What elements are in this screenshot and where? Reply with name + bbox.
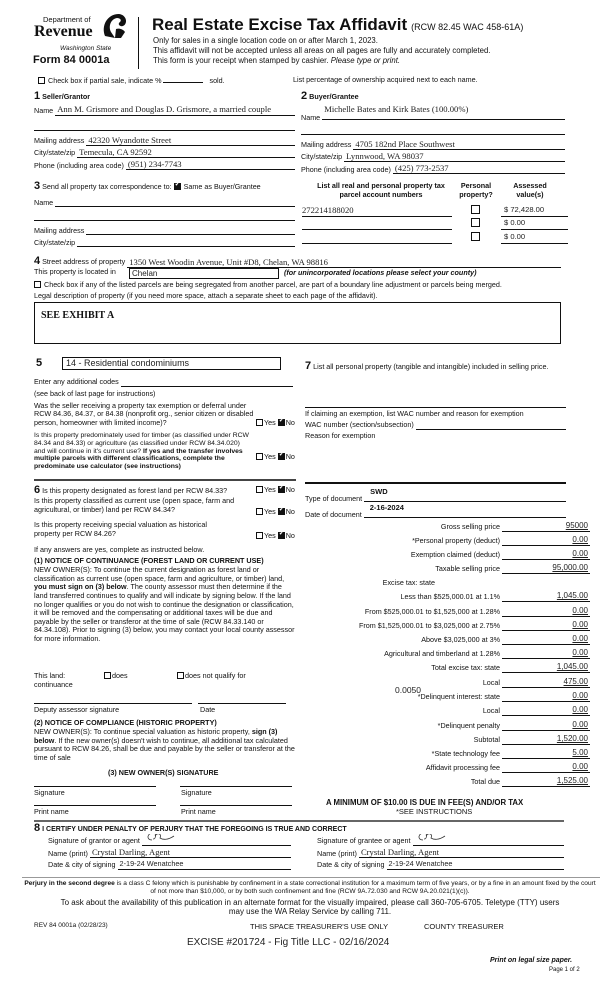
tax-row (300, 606, 596, 617)
parcel-assessed-field[interactable]: $ 0.00 (501, 232, 568, 244)
does-not-checkbox[interactable] (177, 672, 184, 679)
same-as-buyer-checkbox[interactable] (174, 183, 181, 190)
tax-row-value-field[interactable] (502, 762, 590, 773)
section5-q1-no-checkbox[interactable] (278, 419, 285, 426)
tax-row-value-field[interactable] (502, 677, 590, 688)
doc-type-label: Type of document (305, 494, 363, 504)
grantor-name-row (48, 847, 291, 858)
tax-row-value: 0.00 (572, 549, 588, 559)
tax-row-value-field[interactable] (502, 691, 590, 702)
notice2-body (34, 728, 296, 763)
section5-q2-answer (256, 453, 295, 462)
header-note-2: This affidavit will not be accepted unless all areas on all pages are fully and accurately completed. (153, 46, 491, 55)
no-label: No (285, 452, 295, 461)
tax-row-value: 0.00 (572, 691, 588, 701)
section5-number: 5 (36, 357, 43, 369)
notice1-text-a: NEW OWNER(S): To continue the current designation as forest land or classification as current use (open space, farm and agriculture, or timber) land, (34, 565, 285, 583)
parcel-number-field[interactable]: 272214188020 (302, 205, 452, 217)
tax-row-label: Local (482, 706, 500, 716)
no-label: No (285, 507, 295, 516)
property-located-note: (for unincorporated locations please select your county) (284, 268, 477, 277)
seller-section-title: Seller/Grantor (42, 92, 91, 101)
section5-divider (34, 479, 296, 481)
correspondence-name-row (34, 197, 295, 207)
personal-property-field[interactable] (305, 395, 566, 408)
tax-row-value-field[interactable] (502, 662, 590, 673)
header-note-3-text: This form is your receipt when stamped by cashier. (153, 56, 329, 65)
legal-description-text: SEE EXHIBIT A (41, 310, 115, 321)
tax-row-value-field[interactable] (502, 521, 590, 532)
owner-print-name-label-1: Print name (34, 807, 69, 816)
exemption-label: If claiming an exemption, list WAC number and reason for exemption (305, 409, 524, 418)
section6-q2-answer (256, 508, 295, 517)
section5-q2-bold: If yes and the transfer involves multiple parcels with different classifications, complete the predominate use calculator (see instructions) (34, 447, 243, 471)
reason-label: Reason for exemption (305, 431, 376, 440)
tax-row-label: From $1,525,000.01 to $3,025,000 at 2.75% (358, 621, 500, 631)
property-location-select[interactable]: Chelan (129, 268, 279, 279)
agency-name: Revenue (34, 23, 93, 40)
doc-date-label: Date of document (305, 510, 362, 520)
yes-label: Yes (264, 531, 276, 540)
section6-q3-answer (256, 532, 295, 541)
header-divider (138, 17, 139, 69)
grantor-name-label: Name (print) (48, 848, 88, 858)
notice2-bold: sign (3) below (34, 727, 278, 745)
grantor-date-field[interactable]: 2-19-24 Wenatchee (118, 860, 291, 870)
parcel-number-field[interactable] (302, 218, 452, 230)
parcel-assessed-field[interactable]: $ 0.00 (501, 218, 568, 230)
parcel-personal-checkbox[interactable] (471, 232, 480, 241)
tax-row-value: 5.00 (572, 748, 588, 758)
seller-name-field[interactable]: Ann M. Grismore and Douglas D. Grismore, a married couple (55, 104, 295, 115)
tax-row-value: 0.00 (572, 535, 588, 545)
tax-row-value: 0.00 (572, 720, 588, 730)
tax-row-value: 0.00 (572, 705, 588, 715)
correspondence-section-number: 3 (34, 180, 41, 192)
seller-name-label: Name (34, 105, 54, 115)
section7-number: 7 (305, 360, 312, 372)
deputy-signature-field[interactable] (34, 694, 192, 704)
yes-label: Yes (264, 418, 276, 427)
tax-row-value-field[interactable] (502, 705, 590, 716)
buyer-section-number: 2 (301, 90, 308, 102)
excise-stamp: EXCISE #201724 - Fig Title LLC - 02/16/2024 (187, 937, 390, 948)
partial-sale-label: Check box if partial sale, indicate % (48, 76, 162, 85)
owner-signature-label-1: Signature (34, 788, 65, 797)
grantee-name-row (317, 847, 564, 858)
property-street-field[interactable]: 1350 West Woodin Avenue, Unit #D8, Chelan, WA 98816 (127, 257, 561, 268)
section5-q2 (34, 432, 252, 471)
seller-mailing-field[interactable]: 42320 Wyandotte Street (86, 135, 295, 146)
tax-row-value: 0.00 (572, 634, 588, 644)
additional-codes-field[interactable] (121, 379, 293, 387)
parcel-row (302, 218, 566, 230)
tax-row-label: Less than $525,000.01 at 1.1% (400, 592, 500, 602)
yes-label: Yes (264, 507, 276, 516)
tax-row-value: 475.00 (563, 677, 588, 687)
property-street-label-text: Street address of property (42, 257, 126, 266)
tax-row (300, 648, 596, 659)
grantee-name-field[interactable]: Crystal Darling, Agent (359, 847, 564, 858)
tax-row-label: Above $3,025,000 at 3% (421, 635, 500, 645)
tax-row-label: Exemption claimed (deduct) (410, 550, 500, 560)
new-owner-signature-title: (3) NEW OWNER(S) SIGNATURE (108, 768, 219, 777)
parcels-header-assessed: Assessed value(s) (513, 181, 547, 199)
seller-phone-field[interactable]: (951) 234-7743 (126, 159, 295, 170)
tax-row-value-field[interactable] (502, 535, 590, 546)
grantor-name-field[interactable]: Crystal Darling, Agent (90, 847, 291, 858)
ownership-note: List percentage of ownership acquired next to each name. (293, 75, 478, 84)
section5-q2-yes-checkbox[interactable] (256, 453, 263, 460)
notice1-body (34, 566, 296, 644)
accessibility-notice: To ask about the availability of this publication in an alternate format for the visually impaired, please call 360-705-6705. Teletype (TTY) users may use the WA Relay Service by calling 711. (60, 898, 560, 917)
no-label: No (285, 485, 295, 494)
buyer-name-label: Name (301, 112, 321, 122)
seller-section-number: 1 (34, 90, 41, 102)
grantor-signature-field[interactable] (142, 834, 291, 846)
segregated-row (34, 281, 502, 290)
print-note: Print on legal size paper. (490, 957, 573, 964)
tax-row-value-field[interactable] (502, 720, 590, 731)
buyer-phone-label: Phone (including area code) (301, 164, 391, 174)
section5-q1-answer (256, 419, 295, 428)
section6-q2-no-checkbox[interactable] (278, 508, 285, 515)
tax-row (300, 634, 596, 645)
tax-row-value: 0.00 (572, 620, 588, 630)
tax-row (300, 591, 596, 602)
section6-number: 6 (34, 484, 41, 496)
no-label: No (285, 418, 295, 427)
section7-label (305, 360, 567, 372)
legal-description-label: Legal description of property (if you need more space, attach a separate sheet to each page of the affidavit). (34, 291, 378, 300)
tax-row-value-field[interactable] (502, 776, 590, 787)
tax-row-value-field[interactable] (502, 734, 590, 745)
notice2-text-a: NEW OWNER(S): To continue special valuation as historic property, (34, 727, 250, 736)
owner-print-name-field-2[interactable] (180, 797, 292, 806)
grantee-signature-row (317, 834, 564, 846)
section8-title: I CERTIFY UNDER PENALTY OF PERJURY THAT THE FOREGOING IS TRUE AND CORRECT (42, 826, 347, 833)
tax-row-value-field[interactable] (502, 606, 590, 617)
parcel-row (302, 232, 566, 244)
tax-row (300, 521, 596, 532)
yes-label: Yes (264, 485, 276, 494)
owner-signature-field-1[interactable] (34, 778, 156, 787)
see-instructions: *SEE INSTRUCTIONS (396, 807, 473, 816)
seller-mailing-label: Mailing address (34, 136, 85, 146)
tax-row (300, 549, 596, 560)
doc-date-row (305, 503, 566, 518)
tax-row (300, 748, 596, 759)
does-label: does (112, 671, 128, 680)
property-section-number: 4 (34, 255, 41, 267)
notice1-bold: you must sign on (3) below (34, 582, 127, 592)
wac-field[interactable] (416, 422, 566, 430)
tax-row-label: Local (482, 678, 500, 688)
parcel-assessed-field[interactable]: $ 72,428.00 (501, 205, 568, 217)
buyer-mailing-row (301, 139, 565, 150)
grantor-signature-scribble-icon (144, 834, 180, 845)
seller-city-row (34, 147, 295, 158)
grantee-date-label: Date & city of signing (317, 860, 385, 870)
header-note-3 (153, 56, 400, 65)
tax-row-value-field[interactable] (502, 620, 590, 631)
tax-row-label: Taxable selling price (435, 564, 500, 574)
notice1-title: (1) NOTICE OF CONTINUANCE (FOREST LAND OR CURRENT USE) (34, 556, 264, 565)
tax-row-value: 1,045.00 (556, 591, 588, 601)
footer-divider (22, 877, 600, 878)
doc-date-field[interactable]: 2-16-2024 (364, 503, 566, 518)
tax-row (300, 662, 596, 673)
tax-row-label: Gross selling price (440, 522, 500, 532)
deputy-signature-label: Deputy assessor signature (34, 705, 120, 714)
tax-row-value-field[interactable] (502, 549, 590, 560)
deputy-date-field[interactable] (198, 694, 286, 704)
buyer-name-row (301, 104, 565, 122)
buyer-name-field[interactable]: Michelle Bates and Kirk Bates (100.00%) (322, 104, 565, 119)
buyer-mailing-field[interactable]: 4705 182nd Place Southwest (353, 139, 565, 150)
minimum-note: A MINIMUM OF $10.00 IS DUE IN FEE(S) AND/OR TAX (326, 798, 524, 807)
correspondence-name-line-2[interactable] (34, 207, 295, 221)
grantor-date-row (48, 860, 291, 870)
dor-logo-icon (101, 12, 129, 40)
seller-name-row (34, 104, 295, 115)
buyer-city-field[interactable]: Lynnwood, WA 98037 (344, 151, 565, 162)
tax-row (300, 577, 596, 588)
buyer-mailing-label: Mailing address (301, 140, 352, 150)
perjury-notice (22, 880, 598, 896)
rev-code: REV 84 0001a (02/28/23) (34, 922, 108, 929)
tax-row-value: 95000 (565, 521, 588, 531)
does-option (104, 672, 128, 681)
tax-row-value-field[interactable] (502, 648, 590, 659)
partial-sale-row (38, 76, 225, 86)
tax-row-label: Subtotal (473, 735, 500, 745)
this-land-label: This land: (34, 671, 66, 680)
seller-city-field[interactable]: Temecula, CA 92592 (77, 147, 295, 158)
grantee-signature-scribble-icon (415, 834, 451, 845)
buyer-section-title: Buyer/Grantee (309, 92, 359, 101)
grantee-signature-label: Signature of grantee or agent (317, 836, 411, 846)
agency-state: Washington State (60, 45, 112, 52)
county-treasurer-label: COUNTY TREASURER (424, 922, 504, 931)
header-note-1: Only for sales in a single location code on or after March 1, 2023. (153, 36, 378, 45)
section6-q3-yes-checkbox[interactable] (256, 532, 263, 539)
doc-type-field[interactable]: SWD (364, 487, 566, 502)
section8-number: 8 (34, 822, 41, 834)
tax-row-label: *Delinquent penalty (437, 721, 500, 731)
buyer-section (301, 90, 565, 174)
correspondence-mailing-row (34, 225, 295, 235)
tax-row-label: Total due (470, 777, 500, 787)
no-label: No (285, 531, 295, 540)
tax-row (300, 620, 596, 631)
buyer-phone-row (301, 163, 565, 174)
correspondence-section (34, 180, 295, 247)
seller-section (34, 90, 295, 170)
use-code-select[interactable]: 14 - Residential condominiums (62, 357, 281, 370)
correspondence-city-field[interactable] (77, 237, 295, 247)
correspondence-label: Send all property tax correspondence to: (42, 182, 172, 191)
tax-row (300, 762, 596, 773)
tax-row-value: 1,520.00 (556, 734, 588, 744)
tax-row-value: 1,525.00 (556, 776, 588, 786)
form-citation: (RCW 82.45 WAC 458-61A) (411, 22, 524, 32)
tax-row-label: From $525,000.01 to $1,525,000 at 1.28% (364, 607, 500, 617)
tax-row-value: 0.00 (572, 762, 588, 772)
tax-row-value: 0.00 (572, 648, 588, 658)
notice2-title: (2) NOTICE OF COMPLIANCE (HISTORIC PROPERTY) (34, 718, 217, 727)
tax-row (300, 705, 596, 716)
section6-q1-answer (256, 486, 295, 495)
section7-text: List all personal property (tangible and intangible) included in selling price. (313, 362, 549, 371)
grantee-name-label: Name (print) (317, 848, 357, 858)
parcel-row (302, 205, 566, 217)
seller-name-line-2[interactable] (34, 116, 295, 131)
continuance-label: continuance (34, 680, 73, 689)
section5-q2-no-checkbox[interactable] (278, 453, 285, 460)
grantor-date-label: Date & city of signing (48, 860, 116, 870)
buyer-city-label: City/state/zip (301, 152, 343, 162)
parcels-header-personal: Personal property? (459, 181, 493, 199)
tax-row (300, 776, 596, 787)
notice1-text-b: . The county assessor must then determine if the land transferred continues to qualify and will indicate by signing below. If the land no longer qualifies or you do not wish to continue the designation or classification, it will be removed and the compensating or additional taxes will be due and payable by the seller or transferor at the time of sale (RCW 84.33.140 or 84.34.108). Prior to signing (3) below, you may contact your local county assessor for more information. (34, 582, 295, 644)
tax-row (300, 691, 596, 702)
tax-row-value: 95,000.00 (552, 563, 588, 573)
perjury-text: is a class C felony which is punishable by confinement in a state correctional institution for a maximum term of five years, or by a fine in an amount fixed by the court of not more than $10,000, or by both such confinement and fine (RCW 9A.72.030 and RCW 9A.20.021(1)(c)). (114, 880, 596, 895)
tax-row-label: *State technology fee (431, 749, 500, 759)
tax-row-label: *Personal property (deduct) (412, 536, 500, 546)
tax-row-label: *Delinquent interest: state (417, 692, 500, 702)
grantor-signature-label: Signature of grantor or agent (48, 836, 140, 846)
additional-codes-note: (see back of last page for instructions) (34, 389, 156, 398)
local-rate: 0.0050 (395, 685, 421, 695)
tax-row (300, 677, 596, 688)
same-as-buyer-label: Same as Buyer/Grantee (183, 182, 261, 191)
does-not-option (177, 672, 246, 681)
treasurer-use-label: THIS SPACE TREASURER'S USE ONLY (250, 922, 389, 931)
segregated-label: Check box if any of the listed parcels are being segregated from another parcel, are part of a boundary line adjustment or parcels being merged. (44, 280, 502, 289)
owner-signature-label-2: Signature (181, 788, 212, 797)
buyer-heading (301, 90, 565, 103)
seller-city-label: City/state/zip (34, 148, 76, 158)
buyer-city-row (301, 151, 565, 162)
tax-row (300, 563, 596, 574)
parcels-header-numbers: List all real and personal property tax parcel account numbers (317, 181, 445, 199)
additional-codes-label: Enter any additional codes (34, 377, 119, 386)
additional-codes-row (34, 378, 293, 387)
parcel-personal-checkbox[interactable] (471, 205, 480, 214)
wac-label: WAC number (section/subsection) (305, 420, 414, 429)
tax-row-value-field[interactable] (502, 591, 590, 602)
form-title-row (152, 15, 523, 35)
section5-q1: Was the seller receiving a property tax exemption or deferral under RCW 84.36, 84.37, or 84.38 (nonprofit org., senior citizen or disabled person, homeowner with limited income)? (34, 401, 254, 427)
correspondence-heading (34, 180, 295, 193)
section6-q1-text: Is this property designated as forest land per RCW 84.33? (42, 486, 228, 495)
partial-sale-percent-input[interactable] (163, 76, 203, 83)
grantor-signature-row (48, 834, 291, 846)
section6-q1-yes-checkbox[interactable] (256, 486, 263, 493)
partial-sale-checkbox[interactable] (38, 77, 45, 84)
owner-print-name-label-2: Print name (181, 807, 216, 816)
property-located-label: This property is located in (34, 267, 116, 276)
correspondence-mailing-field[interactable] (86, 225, 295, 235)
tax-row-value-field[interactable] (502, 748, 590, 759)
notice2-text-b: . If the new owner(s) doesn't wish to continue, all additional tax calculated pursuant to RCW 84.26, shall be due and payable by the seller or transferor at the time of sale (34, 735, 295, 762)
does-checkbox[interactable] (104, 672, 111, 679)
perjury-bold: Perjury in the second degree (24, 880, 115, 887)
section6-q2: Is this property classified as current use (open space, farm and agricultural, or timber) land per RCW 84.34? (34, 496, 235, 514)
grantee-signature-field[interactable] (413, 834, 564, 846)
tax-row-value: 0.00 (572, 606, 588, 616)
tax-row-value: 1,045.00 (556, 662, 588, 672)
tax-row-value-field[interactable] (502, 563, 590, 574)
seller-heading (34, 90, 295, 103)
tax-row (300, 720, 596, 731)
correspondence-city-label: City/state/zip (34, 237, 76, 247)
owner-print-name-field-1[interactable] (34, 797, 156, 806)
section5-q2-text: Is this property predominately used for timber (as classified under RCW 84.34 and 84.33) or agriculture (as classified under RCW 84.34.020) and will continue in it's current use? (34, 432, 249, 455)
section6-instruction: If any answers are yes, complete as instructed below. (34, 545, 205, 554)
section6-q1-no-checkbox[interactable] (278, 486, 285, 493)
tax-row-label: Total excise tax: state (431, 663, 500, 673)
buyer-name-line-2[interactable] (301, 120, 565, 135)
deputy-date-label: Date (200, 705, 216, 714)
correspondence-name-label: Name (34, 197, 54, 207)
doc-type-row (305, 487, 566, 502)
agency-logo (33, 12, 133, 70)
grantee-date-field[interactable]: 2-19-24 Wenatchee (387, 860, 564, 870)
section7-divider (305, 482, 566, 484)
section6-q3-no-checkbox[interactable] (278, 532, 285, 539)
buyer-phone-field[interactable]: (425) 773-2537 (393, 163, 565, 174)
correspondence-name-field[interactable] (55, 197, 295, 207)
tax-row-label: Affidavit processing fee (425, 763, 500, 773)
correspondence-mailing-label: Mailing address (34, 225, 85, 235)
form-number: Form 84 0001a (33, 54, 110, 66)
page-number: Page 1 of 2 (549, 967, 580, 973)
legal-description-box[interactable] (34, 302, 561, 344)
owner-signature-field-2[interactable] (180, 778, 292, 787)
grantee-date-row (317, 860, 564, 870)
section5-q1-yes-checkbox[interactable] (256, 419, 263, 426)
wac-row (305, 421, 566, 430)
tax-row-label: Excise tax: state (382, 578, 435, 588)
segregated-checkbox[interactable] (34, 281, 41, 288)
agency-line1: Department of (43, 15, 91, 24)
parcel-number-field[interactable] (302, 232, 452, 244)
tax-row (300, 734, 596, 745)
tax-row-label: Agricultural and timberland at 1.28% (384, 649, 500, 659)
tax-row-value-field[interactable] (502, 634, 590, 645)
seller-phone-row (34, 159, 295, 170)
property-located-row (34, 268, 116, 277)
tax-row (300, 535, 596, 546)
does-not-label: does not qualify for (185, 671, 246, 680)
parcel-personal-checkbox[interactable] (471, 218, 480, 227)
correspondence-city-row (34, 237, 295, 247)
section6-q2-yes-checkbox[interactable] (256, 508, 263, 515)
partial-sale-suffix: sold. (209, 76, 225, 85)
seller-mailing-row (34, 135, 295, 146)
section6-q3: Is this property receiving special valuation as historical property per RCW 84.26? (34, 520, 207, 538)
seller-phone-label: Phone (including area code) (34, 160, 124, 170)
form-title: Real Estate Excise Tax Affidavit (152, 15, 408, 34)
yes-label: Yes (264, 452, 276, 461)
header-note-3-italic: Please type or print. (330, 56, 401, 65)
